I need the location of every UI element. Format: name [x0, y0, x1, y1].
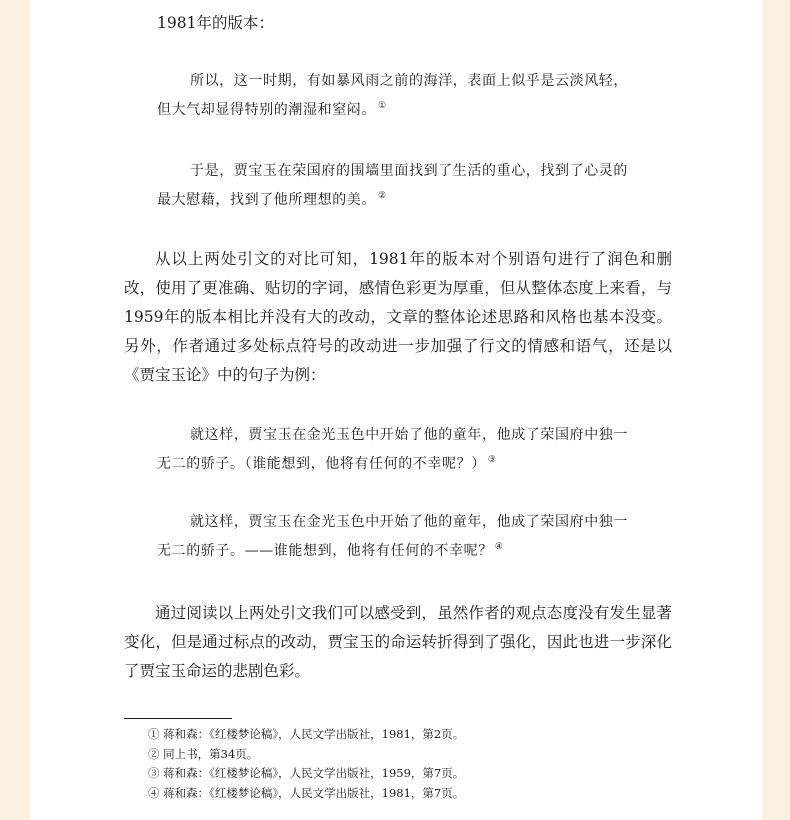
block-quote-4-text: 就这样，贾宝玉在金光玉色中开始了他的童年，他成了荣国府中独一无二的骄子。——谁能想到，他将有任何的不幸呢？ [157, 514, 628, 559]
block-quote-2 [157, 157, 641, 215]
footnote-ref-1[interactable]: ① [378, 101, 387, 112]
section-heading: 1981年的版本： [157, 14, 274, 32]
footnote-list [148, 725, 464, 803]
document-page [30, 0, 762, 820]
footnote-4: ④ 蒋和森：《红楼梦论稿》，人民文学出版社，1981，第7页。 [148, 785, 465, 800]
footnote-1: ① 蒋和森：《红楼梦论稿》，人民文学出版社，1981，第2页。 [148, 727, 465, 741]
block-quote-2-text: 于是，贾宝玉在荣国府的围墙里面找到了生活的重心，找到了心灵的最大慰藉，找到了他所理想的美。 [157, 163, 628, 208]
footnote-ref-2[interactable]: ② [378, 191, 387, 202]
block-quote-3 [157, 421, 641, 479]
footnote-2: ② 同上书，第34页。 [148, 746, 259, 761]
body-paragraph-2: 通过阅读以上两处引文我们可以感受到，虽然作者的观点态度没有发生显著变化，但是通过标点的改动，贾宝玉的命运转折得到了强化，因此也进一步深化了贾宝玉命运的悲剧色彩。 [124, 604, 672, 680]
footnote-ref-3[interactable]: ③ [487, 455, 497, 466]
footnote-separator [124, 718, 232, 719]
footnote-3: ③ 蒋和森：《红楼梦论稿》，人民文学出版社，1959，第7页。 [148, 766, 465, 780]
body-paragraph-1: 从以上两处引文的对比可知，1981年的版本对个别语句进行了润色和删改，使用了更准确、贴切的字词，感情色彩更为厚重，但从整体态度上来看，与1959年的版本相比并没有大的改动，文章的整体论述思路和风格也基本没变。另外，作者通过多处标点符号的改动进一步加强了行文的情感和语气，还是以《贾宝玉论》中的句子为例： [124, 250, 672, 384]
block-quote-3-text: 就这样，贾宝玉在金光玉色中开始了他的童年，他成了荣国府中独一无二的骄子。（谁能想到，他将有任何的不幸呢？） [157, 427, 628, 472]
block-quote-1 [157, 67, 641, 125]
block-quote-4 [157, 508, 641, 566]
footnote-ref-4[interactable]: ④ [494, 542, 504, 553]
block-quote-1-text: 所以，这一时期，有如暴风雨之前的海洋，表面上似乎是云淡风轻，但大气却显得特别的潮湿和窒闷。 [157, 73, 628, 118]
